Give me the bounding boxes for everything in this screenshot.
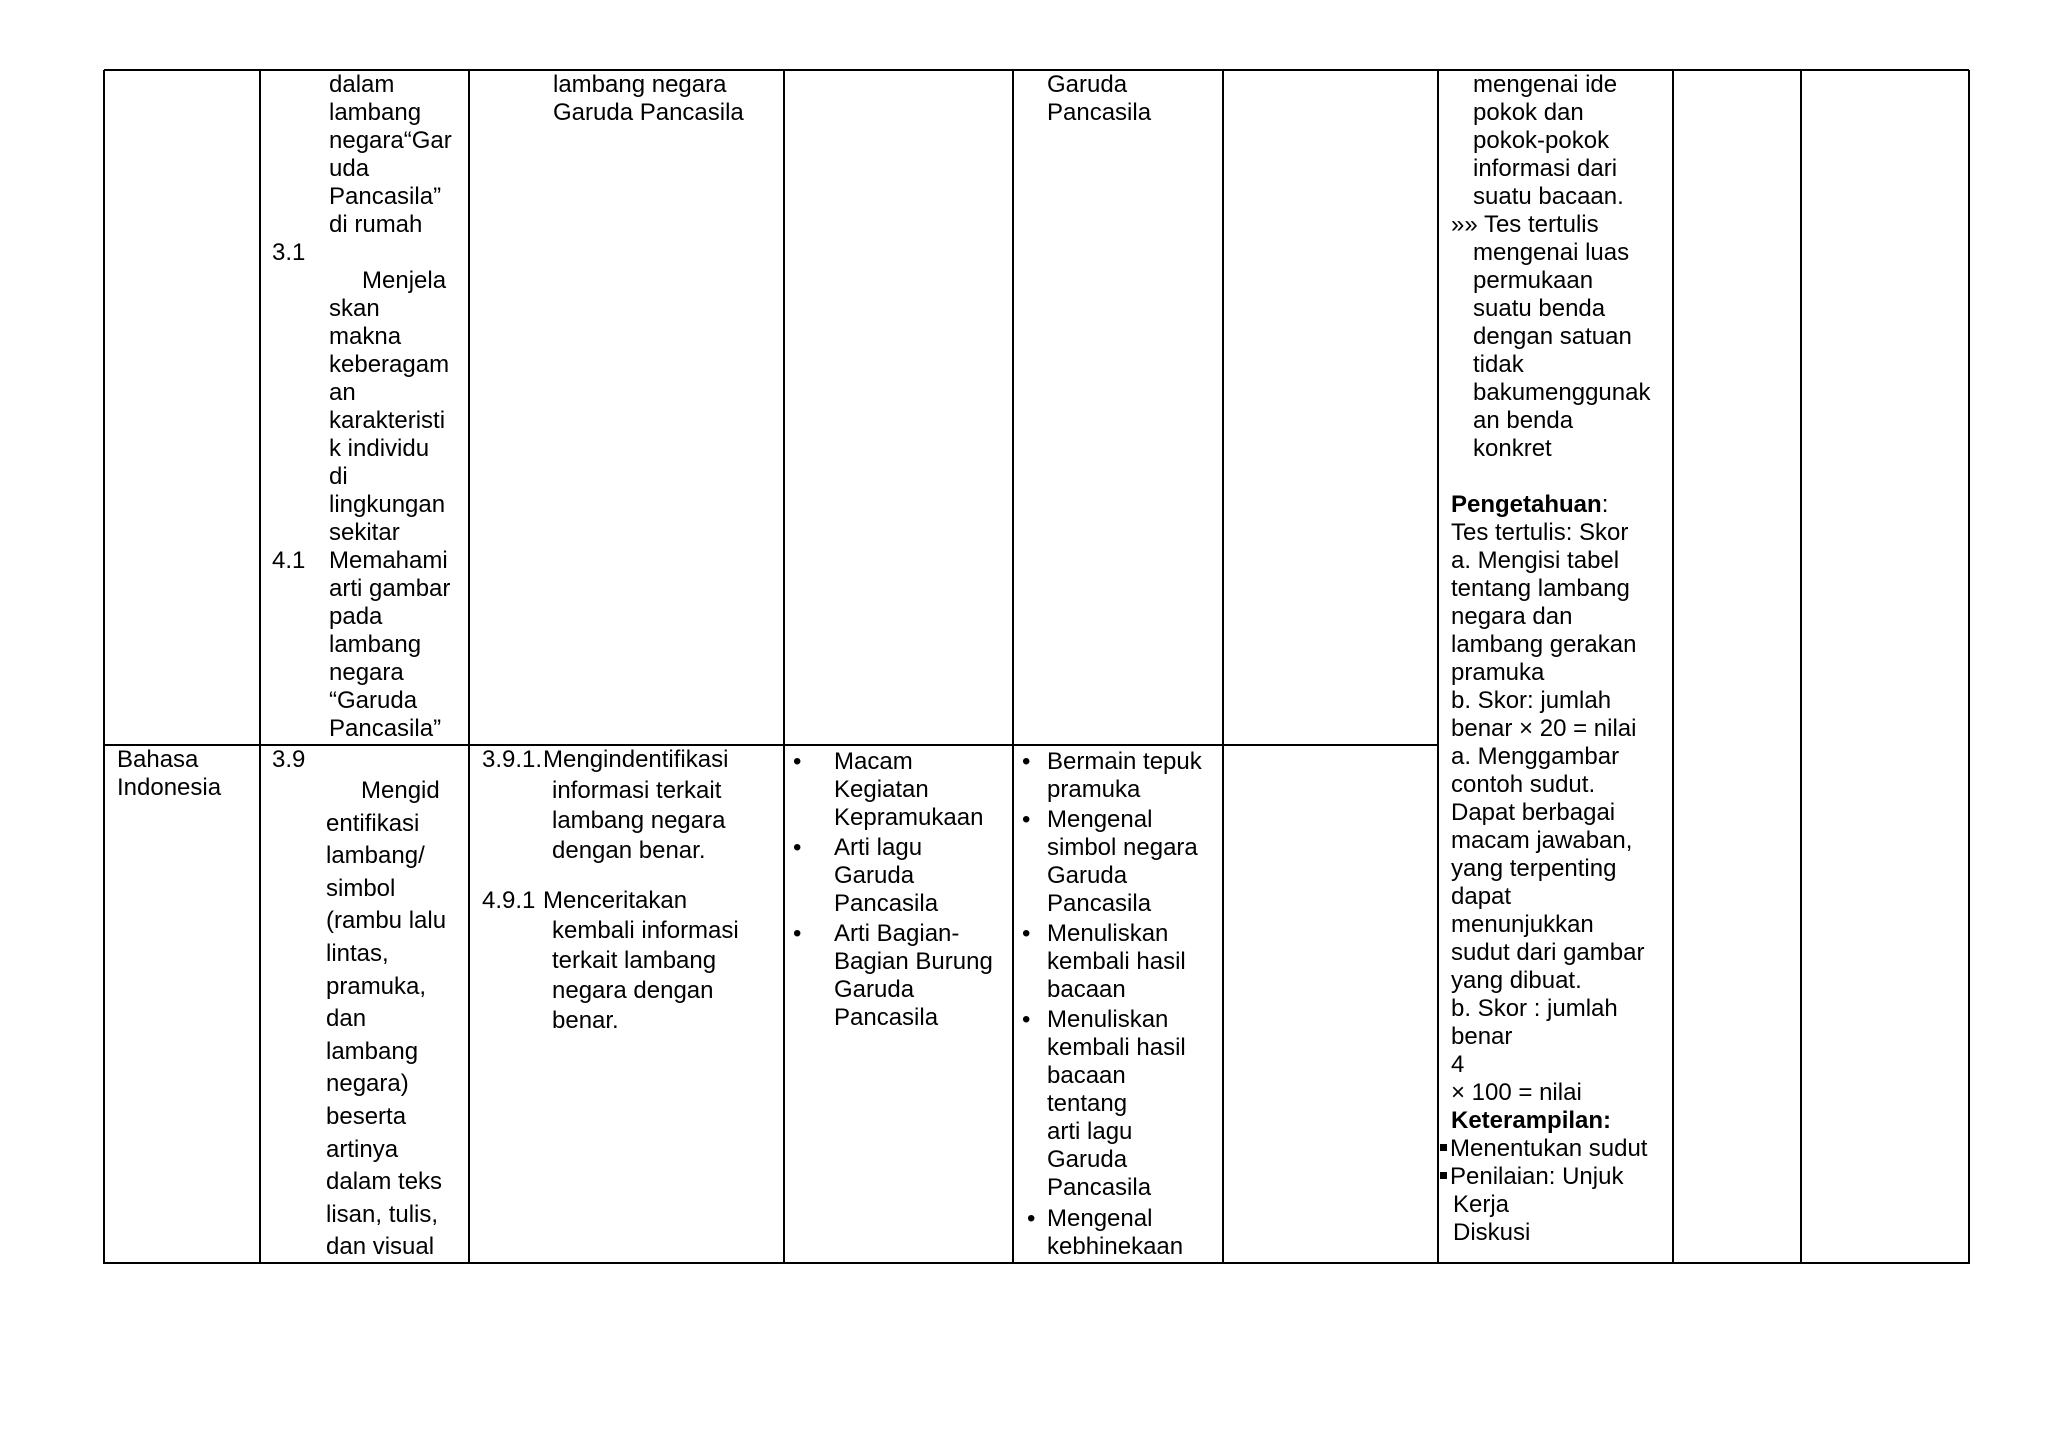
materi-item-3 bbox=[834, 920, 993, 1032]
kd-line: Pancasila” bbox=[329, 183, 442, 210]
penilaian-continued-text bbox=[1473, 71, 1624, 211]
penilaian-line: bakumenggunak bbox=[1473, 379, 1651, 406]
kegiatan-item-2 bbox=[1047, 806, 1198, 918]
penilaian-line: mengenai ide bbox=[1473, 71, 1618, 98]
kd-line: lintas, bbox=[326, 939, 389, 967]
kd-line: dalam bbox=[329, 71, 395, 98]
penilaian-bullet-test bbox=[1451, 211, 1599, 239]
kd-line: Menjela bbox=[362, 267, 447, 294]
pengetahuan-line: benar × 20 = nilai bbox=[1451, 715, 1637, 742]
penilaian-line: dengan satuan bbox=[1473, 323, 1632, 350]
kegiatan-line: Menuliskan bbox=[1047, 920, 1169, 947]
col-border-7 bbox=[1672, 70, 1674, 1264]
materi-line: Arti lagu bbox=[834, 834, 923, 861]
materi-line: Bagian Burung bbox=[834, 948, 993, 975]
kd-3-1-text bbox=[329, 267, 449, 547]
pengetahuan-line: a. Menggambar bbox=[1451, 743, 1620, 770]
colon: : bbox=[1601, 491, 1609, 518]
col-border-4 bbox=[1012, 70, 1014, 1264]
kegiatan-line: Menuliskan bbox=[1047, 1006, 1169, 1033]
kegiatan-bullet-2: • bbox=[1022, 806, 1031, 833]
kd-line: k individu bbox=[329, 435, 430, 462]
materi-item-2 bbox=[834, 834, 938, 918]
materi-line: Kegiatan bbox=[834, 776, 929, 803]
kegiatan-line: simbol negara bbox=[1047, 834, 1198, 861]
kd-line: (rambu lalu bbox=[326, 907, 447, 935]
kd-line: Pancasila” bbox=[329, 715, 442, 742]
pengetahuan-label: Pengetahuan bbox=[1451, 491, 1602, 518]
kd-line: skan bbox=[329, 295, 380, 322]
keterampilan-text: Menentukan sudut bbox=[1450, 1135, 1648, 1162]
indikator-line: informasi terkait bbox=[552, 777, 722, 804]
kd-line: lambang bbox=[329, 631, 422, 658]
kd-line: dan bbox=[326, 1005, 367, 1033]
pengetahuan-line: b. Skor : jumlah bbox=[1451, 995, 1618, 1022]
kegiatan-item-1 bbox=[1047, 748, 1202, 804]
subject-cell bbox=[117, 746, 221, 802]
keterampilan-item-1 bbox=[1440, 1135, 1647, 1163]
kd-line: “Garuda bbox=[329, 687, 418, 714]
indikator-4-9-1-text bbox=[552, 917, 739, 1037]
kd-line: arti gambar bbox=[329, 575, 451, 602]
col-border-6 bbox=[1437, 70, 1439, 1264]
kd-line: sekitar bbox=[329, 519, 400, 546]
kegiatan-bullet-4: • bbox=[1022, 1006, 1031, 1033]
col-border-8 bbox=[1800, 70, 1802, 1264]
kd-line: uda bbox=[329, 155, 370, 182]
pengetahuan-line: benar bbox=[1451, 1023, 1513, 1050]
penilaian-line: mengenai luas bbox=[1473, 239, 1630, 266]
kd-line: lambang bbox=[329, 99, 422, 126]
indikator-line: Garuda Pancasila bbox=[553, 99, 744, 126]
kegiatan-item-3 bbox=[1047, 920, 1186, 1004]
kegiatan-item-5 bbox=[1047, 1205, 1183, 1261]
kd-continued-text bbox=[329, 71, 452, 239]
kegiatan-line: bacaan bbox=[1047, 1062, 1126, 1089]
pengetahuan-line: macam jawaban, bbox=[1451, 827, 1633, 854]
pengetahuan-line: Tes tertulis: Skor bbox=[1451, 519, 1629, 546]
pengetahuan-line: tentang lambang bbox=[1451, 575, 1630, 602]
penilaian-line: an benda bbox=[1473, 407, 1574, 434]
materi-line: Arti Bagian- bbox=[834, 920, 960, 947]
kegiatan-line: kembali hasil bbox=[1047, 1034, 1186, 1061]
pengetahuan-line: pramuka bbox=[1451, 659, 1545, 686]
col-border-1 bbox=[259, 70, 261, 1264]
penilaian-line: konkret bbox=[1473, 435, 1552, 462]
kd-line: pramuka, bbox=[326, 972, 427, 1000]
kegiatan-line: kembali hasil bbox=[1047, 948, 1186, 975]
bullet-text: Tes tertulis bbox=[1483, 211, 1599, 238]
materi-bullet-3: • bbox=[793, 920, 802, 947]
kd-line: negara“Gar bbox=[329, 127, 452, 154]
pengetahuan-line: b. Skor: jumlah bbox=[1451, 687, 1612, 714]
kegiatan-line: Mengenal bbox=[1047, 806, 1153, 833]
kegiatan-line: tentang bbox=[1047, 1090, 1128, 1117]
kegiatan-line: Pancasila bbox=[1047, 99, 1152, 126]
kegiatan-line: arti lagu bbox=[1047, 1118, 1133, 1145]
kd-line: negara bbox=[329, 659, 404, 686]
penilaian-line: informasi dari bbox=[1473, 155, 1618, 182]
col-border-9 bbox=[1968, 70, 1970, 1264]
kd-line: dalam teks bbox=[326, 1168, 443, 1196]
pengetahuan-line: sudut dari gambar bbox=[1451, 939, 1645, 966]
kegiatan-continued-text bbox=[1047, 71, 1151, 127]
materi-bullet-1: • bbox=[793, 748, 802, 775]
kegiatan-bullet-1: • bbox=[1022, 748, 1031, 775]
keterampilan-item-2 bbox=[1440, 1163, 1623, 1191]
materi-line: Garuda bbox=[834, 976, 915, 1003]
kegiatan-line: Mengenal bbox=[1047, 1205, 1153, 1232]
pengetahuan-line: × 100 = nilai bbox=[1451, 1079, 1582, 1106]
penilaian-line: permukaan bbox=[1473, 267, 1594, 294]
kd-4-1-number: 4.1 bbox=[272, 547, 306, 574]
kd-line: an bbox=[329, 379, 356, 406]
pengetahuan-line: lambang gerakan bbox=[1451, 631, 1637, 658]
kd-line: lambang/ bbox=[326, 842, 425, 870]
penilaian-test-text bbox=[1473, 239, 1650, 463]
pengetahuan-line: Dapat berbagai bbox=[1451, 799, 1616, 826]
kegiatan-line: kebhinekaan bbox=[1047, 1233, 1184, 1260]
penilaian-line: pokok-pokok bbox=[1473, 127, 1610, 154]
indikator-line: lambang negara bbox=[553, 71, 727, 98]
pengetahuan-line: menunjukkan bbox=[1451, 911, 1594, 938]
kd-line: beserta bbox=[326, 1102, 407, 1130]
indikator-4-9-1-first: Menceritakan bbox=[543, 887, 688, 914]
materi-item-1 bbox=[834, 748, 983, 832]
materi-line: Macam bbox=[834, 748, 913, 775]
kd-line: keberagam bbox=[329, 351, 450, 378]
double-chevron-icon: »» bbox=[1451, 211, 1478, 238]
pengetahuan-line: contoh sudut. bbox=[1451, 771, 1596, 798]
materi-line: Pancasila bbox=[834, 1004, 939, 1031]
square-bullet-icon bbox=[1440, 1144, 1447, 1151]
pengetahuan-line: a. Mengisi tabel bbox=[1451, 547, 1620, 574]
col-border-3 bbox=[783, 70, 785, 1264]
kegiatan-line: Garuda bbox=[1047, 1146, 1128, 1173]
pengetahuan-line: negara dan bbox=[1451, 603, 1573, 630]
kd-line: dan visual bbox=[326, 1233, 435, 1261]
pengetahuan-line: yang terpenting bbox=[1451, 855, 1617, 882]
pengetahuan-heading bbox=[1451, 491, 1608, 519]
indikator-3-9-1-text bbox=[552, 777, 725, 867]
indikator-line: lambang negara bbox=[552, 807, 726, 834]
keterampilan-line: Diskusi bbox=[1453, 1219, 1531, 1246]
indikator-line: dengan benar. bbox=[552, 837, 706, 864]
kd-line: di bbox=[329, 463, 348, 490]
materi-line: Pancasila bbox=[834, 890, 939, 917]
kegiatan-line: Garuda bbox=[1047, 862, 1128, 889]
kd-line: artinya bbox=[326, 1135, 399, 1163]
kd-line: lingkungan bbox=[329, 491, 446, 518]
kegiatan-item-4 bbox=[1047, 1006, 1186, 1202]
pengetahuan-line: dapat bbox=[1451, 883, 1512, 910]
kegiatan-line: bacaan bbox=[1047, 976, 1126, 1003]
indikator-line: terkait lambang bbox=[552, 947, 717, 974]
kd-line: di rumah bbox=[329, 211, 423, 238]
keterampilan-line: Kerja bbox=[1453, 1191, 1510, 1218]
pengetahuan-line: 4 bbox=[1451, 1051, 1465, 1078]
keterampilan-heading: Keterampilan: bbox=[1451, 1107, 1612, 1134]
kd-line: makna bbox=[329, 323, 402, 350]
subject-line: Indonesia bbox=[117, 774, 222, 801]
keterampilan-text: Penilaian: Unjuk bbox=[1450, 1163, 1624, 1190]
materi-line: Garuda bbox=[834, 862, 915, 889]
indikator-line: negara dengan bbox=[552, 977, 714, 1004]
indikator-continued-text bbox=[553, 71, 744, 127]
kd-4-1-text bbox=[329, 547, 450, 743]
col-border-2 bbox=[468, 70, 470, 1264]
indikator-line: benar. bbox=[552, 1007, 619, 1034]
pengetahuan-line: yang dibuat. bbox=[1451, 967, 1582, 994]
kegiatan-line: Bermain tepuk bbox=[1047, 748, 1202, 775]
indikator-3-9-1-number: 3.9.1. bbox=[482, 746, 543, 773]
materi-line: Kepramukaan bbox=[834, 804, 984, 831]
kegiatan-bullet-5: • bbox=[1027, 1205, 1036, 1232]
indikator-line: kembali informasi bbox=[552, 917, 739, 944]
penilaian-line: suatu bacaan. bbox=[1473, 183, 1624, 210]
penilaian-line: suatu benda bbox=[1473, 295, 1606, 322]
kegiatan-line: pramuka bbox=[1047, 776, 1141, 803]
subject-line: Bahasa bbox=[117, 746, 199, 773]
materi-bullet-2: • bbox=[793, 834, 802, 861]
kd-3-9-number: 3.9 bbox=[272, 746, 306, 773]
kegiatan-line: Garuda bbox=[1047, 71, 1128, 98]
penilaian-line: tidak bbox=[1473, 351, 1524, 378]
kd-3-9-text bbox=[326, 777, 446, 1266]
kd-line: negara) bbox=[326, 1070, 409, 1098]
kd-3-1-number: 3.1 bbox=[272, 239, 306, 266]
indikator-4-9-1-number: 4.9.1 bbox=[482, 887, 536, 914]
square-bullet-icon bbox=[1440, 1172, 1447, 1179]
kd-line: simbol bbox=[326, 874, 396, 902]
keterampilan-item-2-cont bbox=[1453, 1191, 1530, 1247]
kegiatan-bullet-3: • bbox=[1022, 920, 1031, 947]
kd-line: lambang bbox=[326, 1037, 419, 1065]
penilaian-line: pokok dan bbox=[1473, 99, 1584, 126]
pengetahuan-text bbox=[1451, 519, 1644, 1107]
kd-line: pada bbox=[329, 603, 383, 630]
kegiatan-line: Pancasila bbox=[1047, 1174, 1152, 1201]
kd-line: Mengid bbox=[361, 777, 440, 804]
indikator-3-9-1-first: Mengindentifikasi bbox=[543, 746, 729, 773]
kegiatan-line: Pancasila bbox=[1047, 890, 1152, 917]
kd-line: entifikasi bbox=[326, 809, 420, 837]
kd-line: karakteristi bbox=[329, 407, 446, 434]
col-border-0 bbox=[103, 70, 105, 1264]
kd-line: lisan, tulis, bbox=[326, 1200, 439, 1228]
col-border-5 bbox=[1222, 70, 1224, 1264]
kd-line: Memahami bbox=[329, 547, 448, 574]
